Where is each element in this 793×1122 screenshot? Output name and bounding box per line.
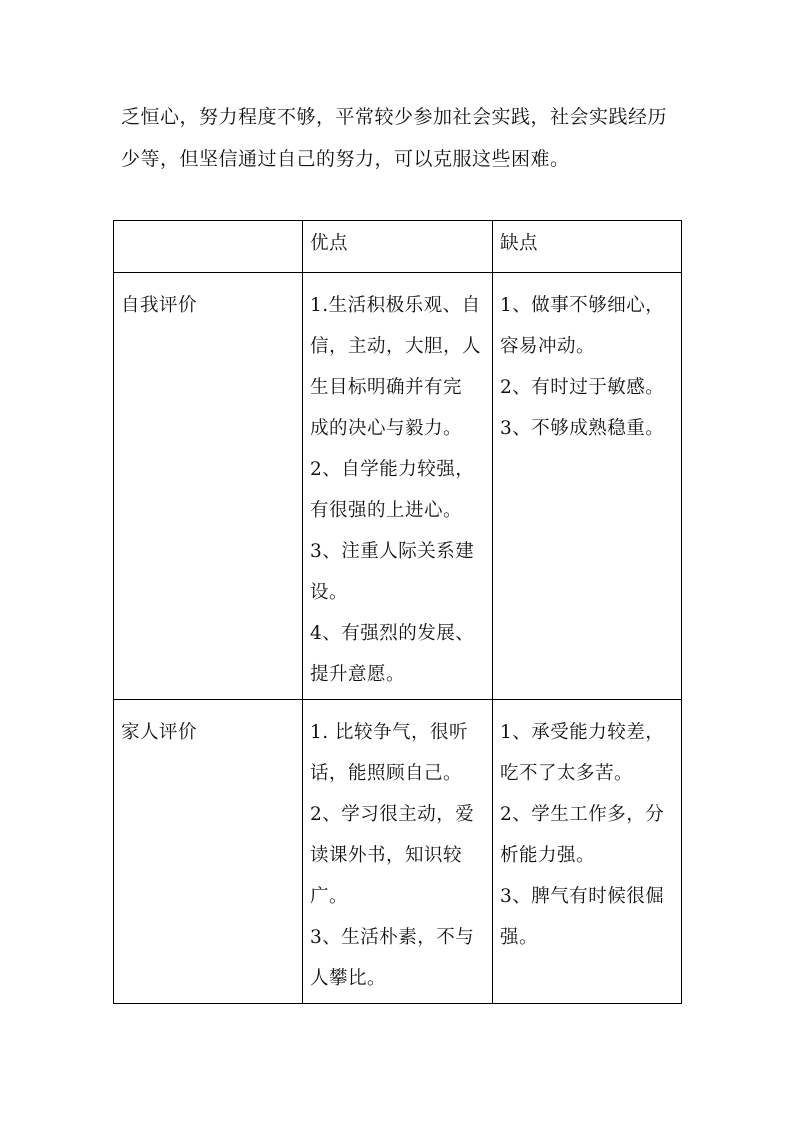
self-strength-line: 设。 (310, 582, 349, 603)
family-strength-line: 3、生活朴素，不与 (310, 927, 475, 948)
family-strength-line: 读课外书，知识较 (310, 845, 463, 866)
family-strength-line: 话，能照顾自己。 (310, 763, 463, 784)
self-strength-line: 提升意愿。 (310, 664, 406, 685)
family-weaknesses-cell (493, 700, 682, 1004)
intro-line: 乏恒心，努力程度不够，平常较少参加社会实践，社会实践经历 (121, 106, 668, 128)
family-weakness-line: 强。 (500, 927, 539, 948)
self-strength-line: 2、自学能力较强， (310, 459, 475, 480)
family-weakness-line: 3、脾气有时候很倔 (500, 886, 665, 907)
evaluation-table (113, 220, 682, 1004)
table-row-self-evaluation (114, 273, 682, 700)
family-strength-line: 人攀比。 (310, 968, 387, 989)
table-row-family-evaluation (114, 700, 682, 1004)
self-strength-line: 3、注重人际关系建 (310, 541, 475, 562)
self-strength-line: 4、有强烈的发展、 (310, 623, 475, 644)
intro-paragraph (121, 96, 691, 180)
self-weakness-line: 容易冲动。 (500, 336, 596, 357)
table-header-row (114, 221, 682, 273)
family-strength-line: 广。 (310, 886, 349, 907)
self-strength-line: 生目标明确并有完 (310, 377, 463, 398)
self-weakness-line: 2、有时过于敏感。 (500, 377, 665, 398)
self-weaknesses-cell (493, 273, 682, 700)
header-cell-weaknesses: 缺点 (493, 221, 682, 273)
self-weakness-line: 3、不够成熟稳重。 (500, 418, 665, 439)
family-strength-line: 2、学习很主动，爱 (310, 804, 475, 825)
self-strength-line: 有很强的上进心。 (310, 500, 463, 521)
family-weakness-line: 2、学生工作多，分 (500, 804, 665, 825)
self-strengths-cell (303, 273, 493, 700)
self-strength-line: 1.生活积极乐观、自 (310, 295, 481, 316)
header-cell-strengths: 优点 (303, 221, 493, 273)
family-weakness-line: 析能力强。 (500, 845, 596, 866)
family-strength-line: 1. 比较争气，很听 (310, 722, 469, 743)
intro-line: 少等，但坚信通过自己的努力，可以克服这些困难。 (121, 148, 570, 170)
family-weakness-line: 吃不了太多苦。 (500, 763, 634, 784)
row-label-family: 家人评价 (114, 700, 303, 1004)
self-strength-line: 信，主动，大胆，人 (310, 336, 482, 357)
row-label-self: 自我评价 (114, 273, 303, 700)
family-strengths-cell (303, 700, 493, 1004)
header-cell-empty (114, 221, 303, 273)
self-strength-line: 成的决心与毅力。 (310, 418, 463, 439)
self-weakness-line: 1、做事不够细心， (500, 295, 665, 316)
family-weakness-line: 1、承受能力较差， (500, 722, 665, 743)
